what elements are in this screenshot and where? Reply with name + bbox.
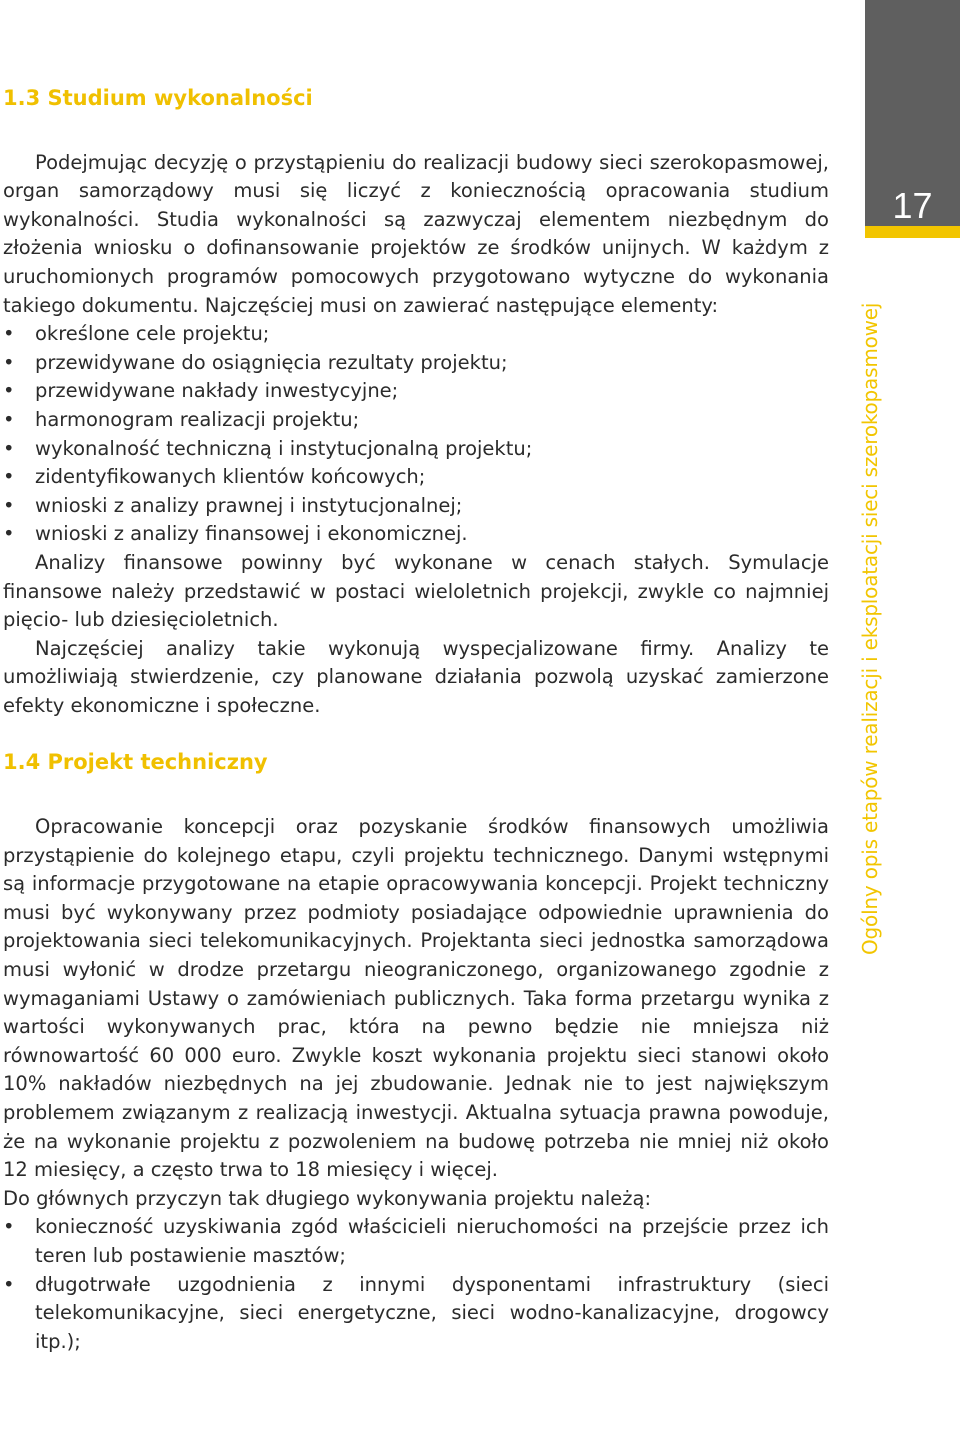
section1-paragraph-2: Analizy finansowe powinny być wykonane w cenach stałych. Symulacje finansowe należy przedstawić w postaci wieloletnich projekcji, zwykle co najmniej pięcio- lub dziesięcioletnich. <box>3 550 829 632</box>
list-item: • konieczność uzyskiwania zgód właścicieli nieruchomości na przejście przez ich teren lub postawienie masztów; <box>3 1213 829 1270</box>
section1-paragraph-3: Najczęściej analizy takie wykonują wyspecjalizowane firmy. Analizy te umożliwiają stwierdzenie, czy planowane działania pozwolą uzyskać zamierzone efekty ekonomiczne i społeczne. <box>3 636 829 717</box>
list-item: • harmonogram realizacji projektu; <box>3 406 829 435</box>
list-item: • długotrwałe uzgodnienia z innymi dysponentami infrastruktury (sieci telekomunikacyjne, sieci energetyczne, sieci wodno-kanalizacyjne, drogowcy itp.); <box>3 1271 829 1357</box>
list-item: • wnioski z analizy finansowej i ekonomicznej. <box>3 520 829 549</box>
section2-paragraph-1: Opracowanie koncepcji oraz pozyskanie środków finansowych umożliwia przystąpienie do kolejnego etapu, czyli projektu technicznego. Danymi wstępnymi są informacje przygotowane na etapie opracowywania koncepcji. Projekt techniczny musi być wykonywany przez podmioty posiadające odpowiednie uprawnienia do projektowania sieci telekomunikacyjnych. Projektanta sieci jednostka samorządowa musi wyłonić w drodze przetargu nieograniczonego, organizowanego zgodnie z wymaganiami Ustawy o zamówieniach publicznych. Taka forma przetargu wynika z wartości wykonywanych prac, która na pewno będzie nie mniejsza niż równowartość 60 000 euro. Zwykle koszt wykonania projektu sieci stanowi około 10% nakładów niezbędnych na jej zbudowanie. Jednak nie to jest największym problemem związanym z realizacją inwestycji. Aktualna sytuacja prawna powoduje, że na wykonanie projektu z pozwoleniem na budowę potrzeba nie mniej niż około 12 miesięcy, a często trwa to 18 miesięcy i więcej. <box>3 815 829 1182</box>
list-item: • wykonalność techniczną i instytucjonalną projektu; <box>3 435 829 464</box>
main-content <box>3 84 829 1356</box>
list-item: • zidentyfikowanych klientów końcowych; <box>3 463 829 492</box>
section-heading-1-3: 1.3 Studium wykonalności <box>3 86 313 110</box>
sidebar-running-title: Ogólny opis etapów realizacji i eksploatacji sieci szerokopasmowej <box>858 302 882 955</box>
list-item: • wnioski z analizy prawnej i instytucjonalnej; <box>3 492 829 521</box>
sidebar-accent-bar <box>865 226 960 238</box>
section1-bullet-list <box>3 320 829 549</box>
page-number: 17 <box>892 185 933 226</box>
section1-intro-paragraph: Podejmując decyzję o przystąpieniu do realizacji budowy sieci szerokopasmowej, organ samorządowy musi się liczyć z koniecznością opracowania studium wykonalności. Studia wykonalności są zazwyczaj elementem niezbędnym do złożenia wniosku o dofinansowanie projektów ze środków unijnych. W każdym z uruchomionych programów pomocowych przygotowano wytyczne do wykonania takiego dokumentu. Najczęściej musi on zawierać następujące elementy: <box>3 150 829 317</box>
list-item: • przewidywane nakłady inwestycyjne; <box>3 377 829 406</box>
section2-bullet-list <box>3 1213 829 1356</box>
section2-paragraph-2: Do głównych przyczyn tak długiego wykonywania projektu należą: <box>3 1186 652 1210</box>
list-item: • przewidywane do osiągnięcia rezultaty projektu; <box>3 349 829 378</box>
list-item: • określone cele projektu; <box>3 320 829 349</box>
section-heading-1-4: 1.4 Projekt techniczny <box>3 750 268 775</box>
